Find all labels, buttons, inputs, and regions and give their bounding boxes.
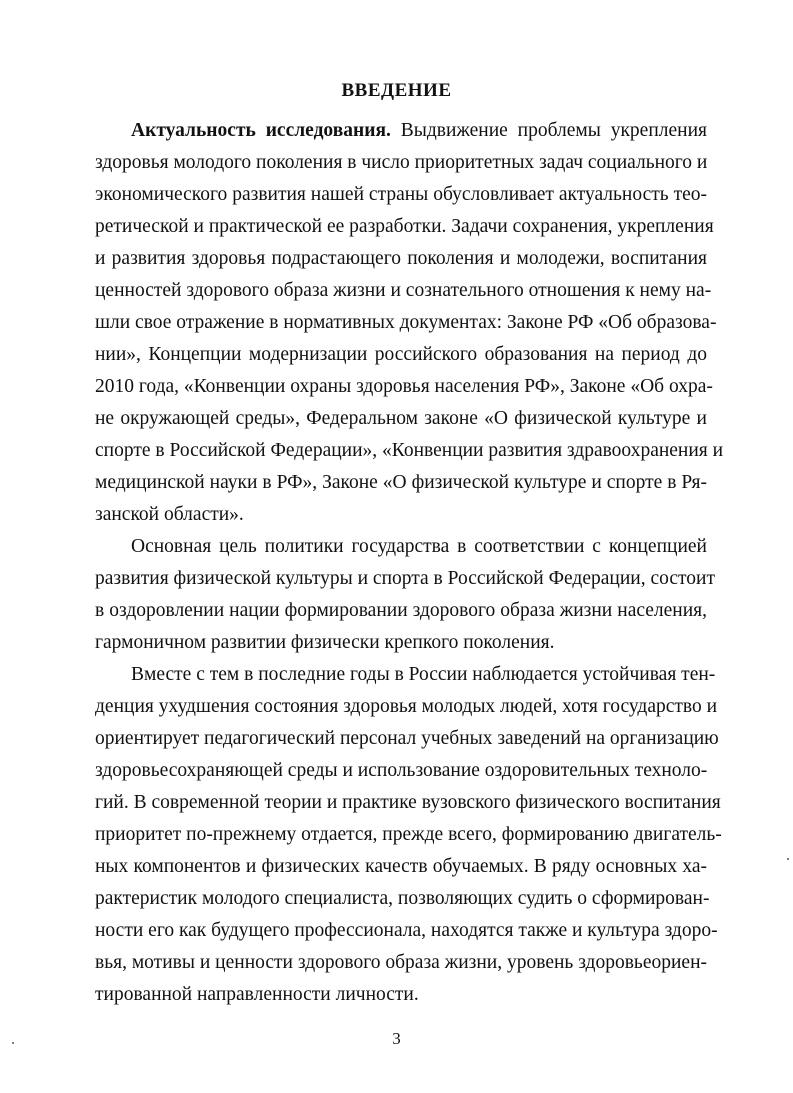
paragraph-2-line-1: Основная цель политики государства в соответствии с концепцией (131, 536, 707, 557)
paragraph-2-line-4: гармоничном развитии физически крепкого поколения. (95, 632, 555, 653)
paragraph-1-line-2: здоровья молодого поколения в число приоритетных задач социального и (95, 152, 708, 173)
scan-speck (787, 858, 789, 860)
paragraph-1-line-6: ценностей здорового образа жизни и сознательного отношения к нему на- (95, 280, 712, 301)
paragraph-3-line-7: ных компонентов и физических качеств обучаемых. В ряду основных ха- (95, 856, 707, 877)
paragraph-2-line-3: в оздоровлении нации формировании здорового образа жизни населения, (95, 600, 707, 621)
paragraph-1-line-5: и развития здоровья подрастающего поколения и молодежи, воспитания (95, 248, 707, 269)
paragraph-1-line-8: нии», Концепции модернизации российского образования на период до (95, 344, 707, 365)
paragraph-1-line-9: 2010 года, «Конвенции охраны здоровья населения РФ», Законе «Об охра- (95, 376, 713, 397)
paragraph-1-line-1 (131, 118, 707, 144)
paragraph-3-line-1: Вместе с тем в последние годы в России наблюдается устойчивая тен- (131, 664, 716, 685)
paragraph-1-line-7: шли свое отражение в нормативных документах: Законе РФ «Об образова- (95, 312, 717, 333)
paragraph-3-line-2: денция ухудшения состояния здоровья молодых людей, хотя государство и (95, 696, 718, 717)
paragraph-1-line-4: ретической и практической ее разработки. Задачи сохранения, укрепления (95, 216, 714, 237)
scan-speck (12, 1042, 14, 1044)
paragraph-3-line-11: тированной направленности личности. (95, 984, 419, 1005)
paragraph-1-line-11: спорте в Российской Федерации», «Конвенции развития здравоохранения и (95, 440, 724, 461)
section-heading: ВВЕДЕНИЕ (341, 80, 452, 101)
paragraph-3-line-8: рактеристик молодого специалиста, позволяющих судить о сформирован- (95, 888, 710, 909)
paragraph-1-line-1-text: Выдвижение проблемы укрепления (390, 120, 708, 141)
paragraph-3-line-3: ориентирует педагогический персонал учебных заведений на организацию (95, 728, 719, 749)
paragraph-1-line-3: экономического развития нашей страны обусловливает актуальность тео- (95, 184, 707, 205)
paragraph-1-line-12: медицинской науки в РФ», Законе «О физической культуре и спорте в Ря- (95, 472, 707, 493)
paragraph-3-line-9: ности его как будущего профессионала, находятся также и культура здоро- (95, 920, 718, 941)
paragraph-3-line-6: приоритет по-прежнему отдается, прежде всего, формированию двигатель- (95, 824, 722, 845)
paragraph-2-line-2: развития физической культуры и спорта в Российской Федерации, состоит (95, 568, 715, 589)
paragraph-1-line-10: не окружающей среды», Федеральном законе «О физической культуре и (95, 408, 707, 429)
paragraph-3-line-10: вья, мотивы и ценности здорового образа жизни, уровень здоровьеориен- (95, 952, 707, 973)
lead-phrase: Актуальность исследования. (131, 120, 391, 141)
page-number: 3 (392, 1029, 401, 1048)
paragraph-3-line-4: здоровьесохраняющей среды и использование оздоровительных техноло- (95, 760, 708, 781)
paragraph-1-line-13: занской области». (95, 504, 244, 525)
paragraph-3-line-5: гий. В современной теории и практике вузовского физического воспитания (95, 792, 721, 813)
